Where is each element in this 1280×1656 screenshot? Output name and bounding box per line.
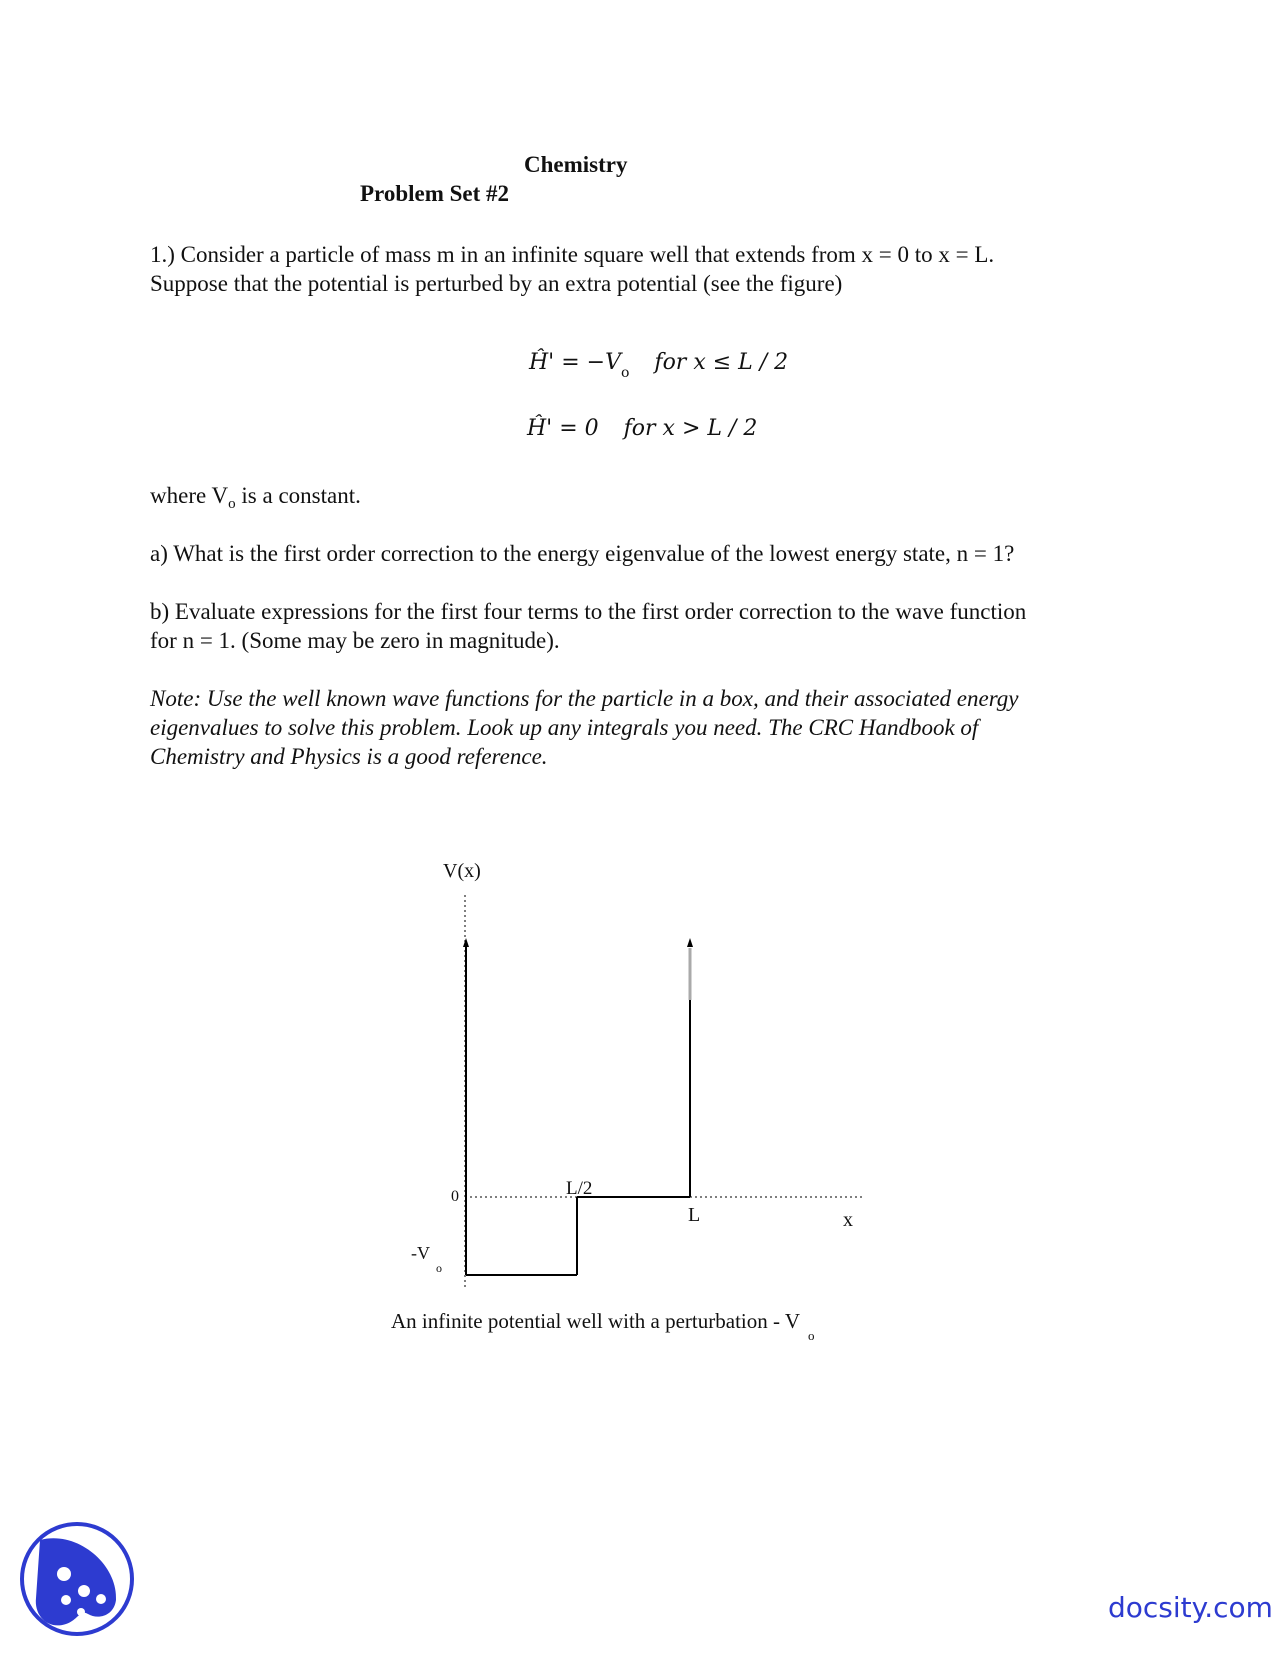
equation-lhs: Ĥ' = 0 — [527, 416, 599, 441]
figure-caption — [391, 1309, 815, 1343]
document-title: Chemistry — [524, 152, 628, 177]
equation-lhs: Ĥ' = −V — [529, 350, 621, 375]
equation-subscript: o — [620, 365, 630, 381]
negative-v-text: -V — [411, 1243, 430, 1263]
figure-caption-subscript: o — [808, 1328, 815, 1343]
figure-caption-text: An infinite potential well with a perturbation - V — [391, 1309, 801, 1333]
docsity-brand-link[interactable]: docsity.com — [1108, 1591, 1273, 1624]
equation-condition: for x > L / 2 — [623, 416, 758, 441]
problem-intro-line2: Suppose that the potential is perturbed by an extra potential (see the figure) — [150, 271, 843, 296]
constant-subscript: o — [228, 496, 236, 512]
constant-prefix: where V — [150, 483, 229, 508]
question-part-a: a) What is the first order correction to the energy eigenvalue of the lowest energy state, n = 1? — [150, 541, 1015, 566]
question-part-b-line1: b) Evaluate expressions for the first four terms to the first order correction to the wave function — [150, 599, 1027, 624]
note-line2: eigenvalues to solve this problem. Look up any integrals you need. The CRC Handbook of — [150, 715, 979, 740]
x-axis-label: x — [843, 1209, 853, 1231]
equation-condition: for x ≤ L / 2 — [654, 350, 789, 375]
well-width-label: L — [688, 1204, 701, 1226]
docsity-logo-icon[interactable] — [18, 1520, 136, 1638]
problem-set-heading: Problem Set #2 — [360, 181, 510, 206]
note-line3: Chemistry and Physics is a good reference. — [150, 744, 548, 769]
right-wall-arrowhead — [687, 938, 693, 947]
note-line1: Note: Use the well known wave functions for the particle in a box, and their associated energy — [150, 686, 1019, 711]
half-width-label: L/2 — [566, 1178, 593, 1199]
negative-v-label — [411, 1243, 442, 1275]
negative-v-subscript: o — [436, 1261, 442, 1275]
problem-intro-line1: 1.) Consider a particle of mass m in an infinite square well that extends from x = 0 to x = L. — [150, 242, 995, 267]
zero-tick-label: 0 — [451, 1188, 459, 1205]
constant-suffix: is a constant. — [235, 483, 361, 508]
question-part-b-line2: for n = 1. (Some may be zero in magnitude). — [150, 628, 560, 653]
y-axis-label: V(x) — [443, 860, 481, 882]
left-wall-arrowhead — [463, 938, 469, 947]
